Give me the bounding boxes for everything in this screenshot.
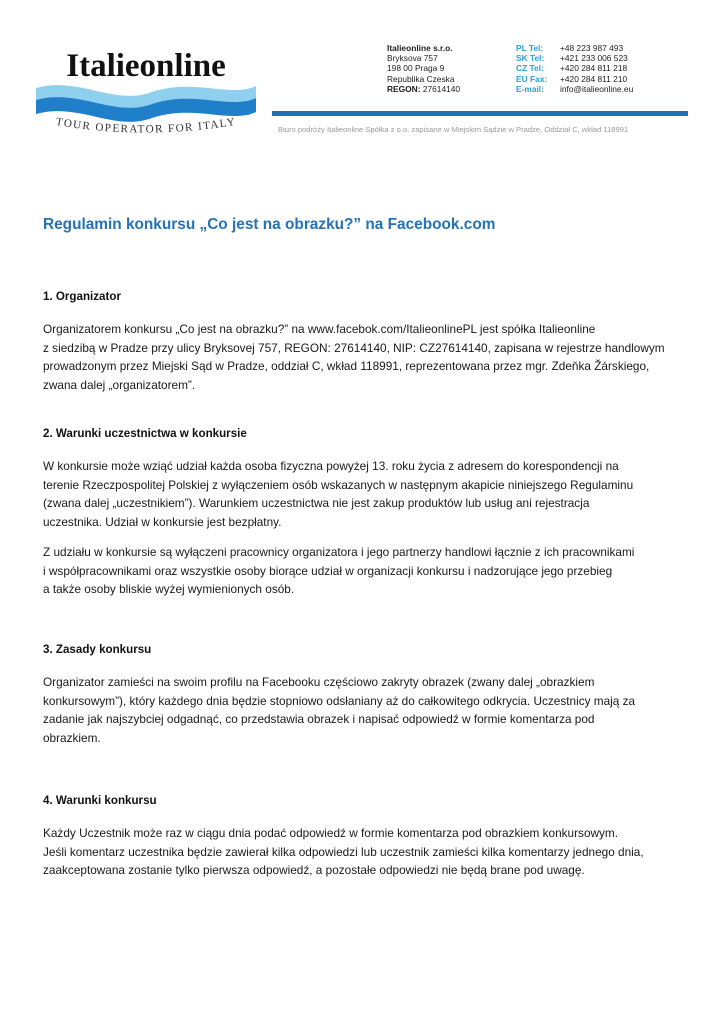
company-country: Republika Czeska <box>387 73 455 84</box>
text-line: zaakceptowana zostanie tylko pierwsza odpowiedź, a pozostałe odpowiedzi nie będą brane pod uwagę. <box>43 863 585 878</box>
paragraph <box>43 457 683 532</box>
logo-wordmark: Italieonline <box>66 48 226 84</box>
text-line: prowadzonym przez Miejski Sąd w Pradze, oddział C, wkład 118991, reprezentowana przez mgr. Zdeňka Žárskiego, <box>43 359 650 374</box>
header-divider <box>272 111 688 116</box>
contact-label: SK Tel: <box>516 53 545 64</box>
contact-row <box>516 84 633 94</box>
text-line: (zwana dalej „uczestnikiem”). Warunkiem uczestnictwa nie jest zakup produktów lub usług ani rejestracja <box>43 496 590 511</box>
contact-value: +421 233 006 523 <box>560 53 628 64</box>
contact-value: +48 223 987 493 <box>560 43 624 53</box>
logo-tagline: TOUR OPERATOR FOR ITALY <box>54 115 238 136</box>
regon-value: 27614140 <box>422 83 461 94</box>
paragraph <box>43 543 683 599</box>
regon-label: REGON: <box>387 83 421 94</box>
document-title: Regulamin konkursu „Co jest na obrazku?” na Facebook.com <box>43 216 496 233</box>
contact-value: +420 284 811 210 <box>560 73 628 84</box>
company-address <box>387 43 460 94</box>
text-line: Każdy Uczestnik może raz w ciągu dnia podać odpowiedź w formie komentarza pod obrazkiem konkursowym. <box>43 826 619 840</box>
contact-label: E-mail: <box>516 83 544 94</box>
company-city: 198 00 Praga 9 <box>387 63 445 74</box>
contact-label: PL Tel: <box>516 43 544 53</box>
text-line: obrazkiem. <box>43 731 101 746</box>
paragraph <box>43 824 683 880</box>
text-line: Jeśli komentarz uczestnika będzie zawierał kilka odpowiedzi lub uczestnik zamieści kilka komentarzy jednego dnia, <box>43 844 644 859</box>
text-line: zwana dalej „organizatorem”. <box>43 378 196 393</box>
section-heading: 3. Zasady konkursu <box>43 643 152 656</box>
paragraph <box>43 320 683 395</box>
section-participation <box>43 427 683 610</box>
section-organizer <box>43 290 683 406</box>
section-rules <box>43 643 683 759</box>
contact-value: +420 284 811 218 <box>560 63 628 74</box>
company-street: Bryksova 757 <box>387 53 438 64</box>
text-line: z siedzibą w Pradze przy ulicy Bryksovej 757, REGON: 27614140, NIP: CZ27614140, zapisana w rejestrze handlowym <box>43 340 665 355</box>
contact-list <box>516 43 633 94</box>
contact-row <box>516 63 633 73</box>
text-line: a także osoby bliskie wyżej wymienionych osób. <box>43 582 295 597</box>
section-heading: 4. Warunki konkursu <box>43 794 157 807</box>
company-regon <box>387 84 460 94</box>
contact-row <box>516 53 633 63</box>
text-line: i współpracownikami oraz wszystkie osoby biorące udział w organizacji konkursu i nadzorujące jego przebieg <box>43 563 613 578</box>
company-name: Italieonline s.r.o. <box>387 43 453 53</box>
text-line: Z udziału w konkursie są wyłączeni pracownicy organizatora i jego partnerzy handlowi łącznie z ich pracownikami <box>43 544 635 559</box>
contact-label: EU Fax: <box>516 73 548 84</box>
contact-email[interactable]: info@italieonline.eu <box>560 83 634 94</box>
contact-label: CZ Tel: <box>516 63 544 74</box>
text-line: terenie Rzeczpospolitej Polskiej z wyłączeniem osób wskazanych w następnym akapicie niniejszego Regulaminu <box>43 477 634 492</box>
text-line: W konkursie może wziąć udział każda osoba fizyczna powyżej 13. roku życia z adresem do korespondencji na <box>43 459 619 473</box>
text-line: uczestnika. Udział w konkursie jest bezpłatny. <box>43 515 282 530</box>
section-conditions <box>43 794 683 891</box>
section-heading: 1. Organizator <box>43 290 121 303</box>
contact-row <box>516 74 633 84</box>
company-logo <box>34 42 259 138</box>
contact-row <box>516 43 633 53</box>
text-line: zadanie jak najszybciej odgadnąć, co przedstawia obrazek i napisać odpowiedź w formie komentarza pod <box>43 712 595 727</box>
text-line: Organizator zamieści na swoim profilu na Facebooku częściowo zakryty obrazek (zwany dalej „obrazkiem <box>43 675 595 689</box>
paragraph <box>43 673 683 748</box>
section-heading: 2. Warunki uczestnictwa w konkursie <box>43 427 247 440</box>
text-line: konkursowym”), który każdego dnia będzie stopniowo odsłaniany aż do całkowitego odkrycia. Uczestnicy mają za <box>43 693 636 708</box>
registry-note: Biuro podróży Italieonline Spółka z o.o. zapisane w Miejskim Sądzie w Pradze, Oddział C, wkład 118991 <box>278 125 629 134</box>
text-line: Organizatorem konkursu „Co jest na obrazku?” na www.facebok.com/ItalieonlinePL jest spółka Italieonline <box>43 322 596 336</box>
